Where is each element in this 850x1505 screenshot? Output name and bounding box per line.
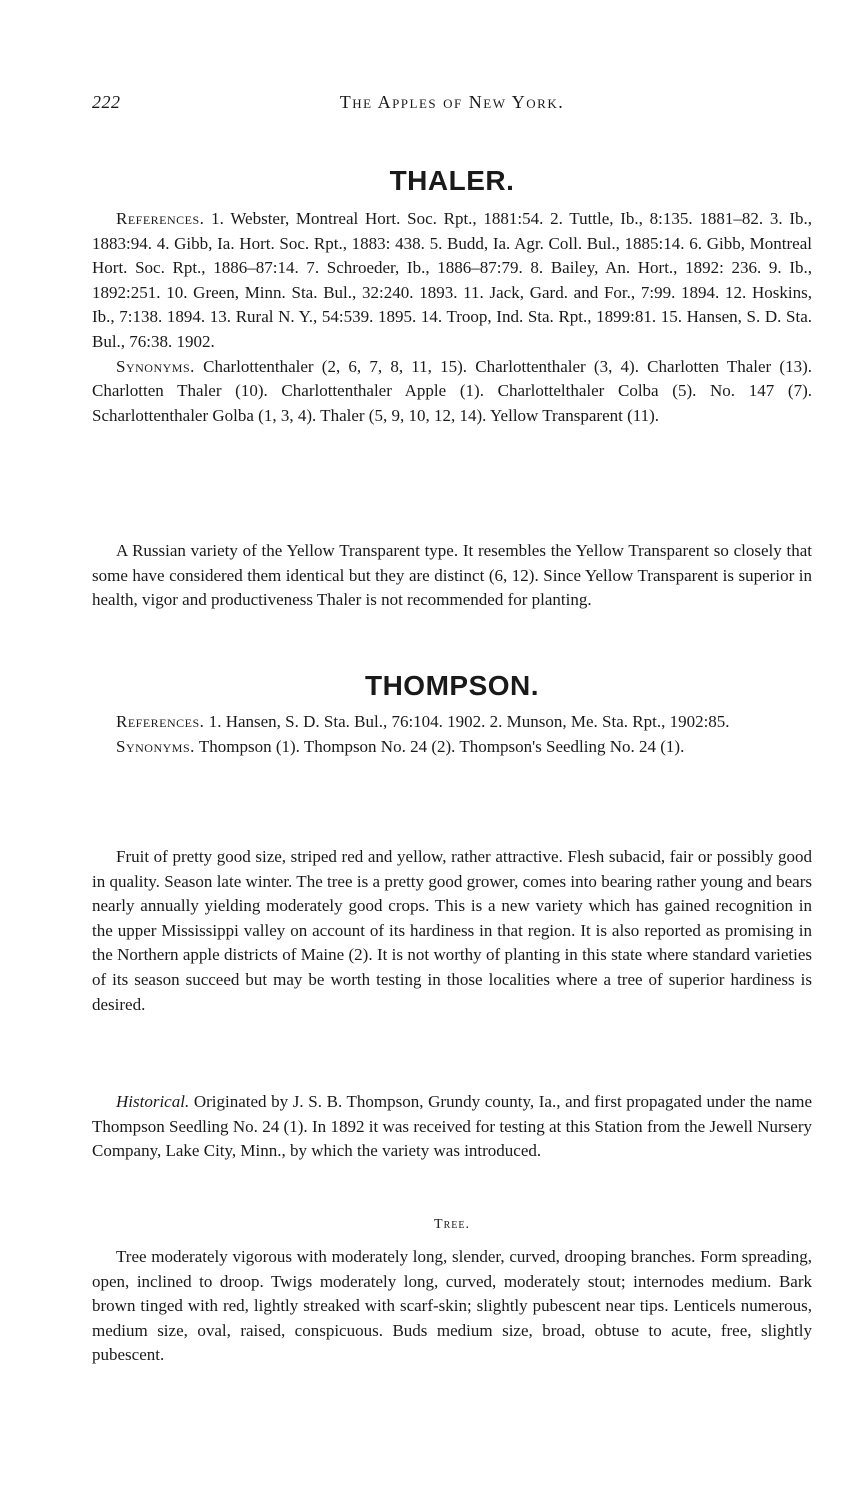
thompson-references-text: 1. Hansen, S. D. Sta. Bul., 76:104. 1902. 2. Munson, Me. Sta. Rpt., 1902:85. bbox=[208, 712, 730, 731]
thompson-tree-block bbox=[92, 1245, 812, 1368]
references-label: References. bbox=[116, 209, 205, 228]
thompson-description: Fruit of pretty good size, striped red and yellow, rather attractive. Flesh subacid, fair or possibly good in quality. Season late winter. The tree is a pretty good grower, comes into bearing rather young and bears nearly annually yielding moderately good crops. This is a new variety which has gained recognition in the upper Mississippi valley on account of its hardiness in that region. It is also reported as promising in the Northern apple districts of Maine (2). It is not worthy of planting in this state where standard varieties of its season succeed but may be worth testing in those localities where a tree of superior hardiness is desired. bbox=[92, 847, 812, 1014]
thaler-references-text: 1. Webster, Montreal Hort. Soc. Rpt., 1881:54. 2. Tuttle, Ib., 8:135. 1881–82. 3. Ib., 1883:94. 4. Gibb, Ia. Hort. Soc. Rpt., 1883: 438. 5. Budd, Ia. Agr. Coll. Bul., 1885:14. 6. Gibb, Montreal Hort. Soc. Rpt., 1886–87:14. 7. Schroeder, Ib., 1886–87:79. 8. Bailey, An. Hort., 1892: 236. 9. Ib., 1892:251. 10. Green, Minn. Sta. Bul., 32:240. 1893. 11. Jack, Gard. and For., 7:99. 1894. 12. Hoskins, Ib., 7:138. 1894. 13. Rural N. Y., 54:539. 1895. 14. Troop, Ind. Sta. Rpt., 1899:81. 15. Hansen, S. D. Sta. Bul., 76:38. 1902. bbox=[92, 209, 812, 351]
thompson-historical-block bbox=[92, 1090, 812, 1164]
historical-text: Originated by J. S. B. Thompson, Grundy county, Ia., and first propagated under the name Thompson Seedling No. 24 (1). In 1892 it was received for testing at this Station from the Jewell Nursery Company, Lake City, Minn., by which the variety was introduced. bbox=[92, 1092, 813, 1161]
running-head bbox=[92, 92, 812, 116]
tree-description: Tree moderately vigorous with moderately long, slender, curved, drooping branches. Form spreading, open, inclined to droop. Twigs moderately long, curved, moderately stout; internodes medium. Bark brown tinged with red, lightly streaked with scarf-skin; slightly pubescent near tips. Lenticels numerous, medium size, oval, raised, conspicuous. Buds medium size, broad, obtuse to acute, free, slightly pubescent. bbox=[92, 1247, 812, 1365]
thompson-title: THOMPSON. bbox=[364, 670, 540, 701]
tree-heading: Tree. bbox=[434, 1217, 470, 1232]
thaler-references-synonyms bbox=[92, 207, 812, 428]
thaler-synonyms bbox=[92, 355, 812, 429]
thompson-description-block bbox=[92, 845, 812, 1017]
synonyms-label: Synonyms. bbox=[116, 736, 195, 756]
thompson-heading-wrap bbox=[92, 670, 812, 702]
thompson-synonyms-text: Thompson (1). Thompson No. 24 (2). Thompson's Seedling No. 24 (1). bbox=[198, 736, 685, 756]
thompson-historical bbox=[92, 1090, 812, 1164]
references-label: References. bbox=[116, 712, 205, 731]
historical-label: Historical. bbox=[116, 1092, 190, 1111]
synonyms-label: Synonyms. bbox=[116, 356, 195, 376]
running-title: The Apples of New York. bbox=[339, 92, 565, 112]
thaler-heading-wrap bbox=[92, 165, 812, 197]
thaler-description-block bbox=[92, 539, 812, 613]
thompson-synonyms bbox=[92, 735, 812, 760]
thaler-description: A Russian variety of the Yellow Transparent type. It resembles the Yellow Transparent so closely that some have considered them identical but they are distinct (6, 12). Since Yellow Transparent is superior in health, vigor and productiveness Thaler is not recommended for planting. bbox=[92, 541, 812, 610]
thompson-references bbox=[92, 710, 812, 735]
thaler-references bbox=[92, 207, 812, 355]
thompson-references-synonyms bbox=[92, 710, 812, 759]
thaler-synonyms-text: Charlottenthaler (2, 6, 7, 8, 11, 15). Charlottenthaler (3, 4). Charlotten Thaler (13). Charlotten Thaler (10). Charlottenthaler Apple (1). Charlottelthaler Colba (5). No. 147 (7). Scharlottenthaler Golba (1, 3, 4). Thaler (5, 9, 10, 12, 14). Yellow Transparent (11). bbox=[92, 356, 812, 425]
page-number: 222 bbox=[92, 92, 121, 112]
thaler-title: THALER. bbox=[389, 165, 515, 196]
